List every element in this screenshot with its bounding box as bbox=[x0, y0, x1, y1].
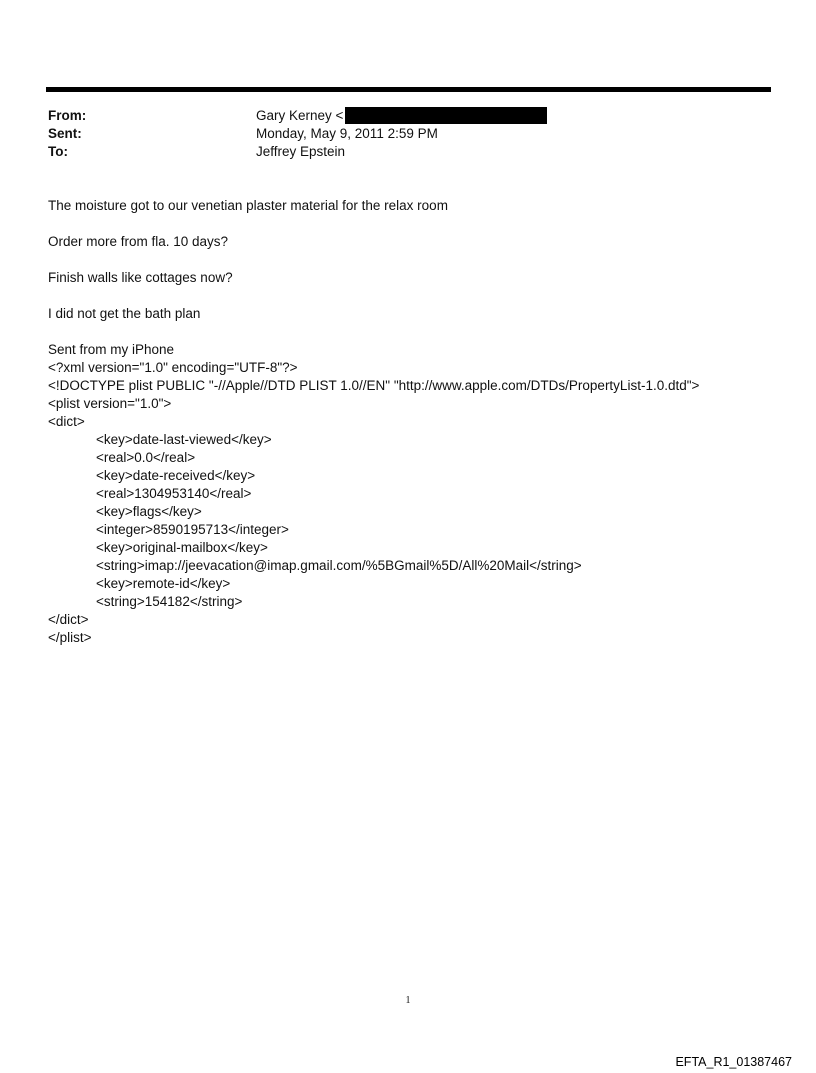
body-paragraph: I did not get the bath plan bbox=[48, 306, 201, 321]
signature-line: Sent from my iPhone bbox=[48, 342, 175, 357]
xml-line: <string>154182</string> bbox=[96, 594, 243, 609]
sent-row bbox=[48, 125, 748, 143]
bates-number: EFTA_R1_01387467 bbox=[675, 1055, 792, 1069]
xml-line: <!DOCTYPE plist PUBLIC "-//Apple//DTD PLIST 1.0//EN" "http://www.apple.com/DTDs/PropertyList-1.0.dtd"> bbox=[48, 378, 700, 393]
xml-line: <key>date-received</key> bbox=[96, 468, 256, 483]
xml-line: <plist version="1.0"> bbox=[48, 396, 172, 411]
body-paragraph: Order more from fla. 10 days? bbox=[48, 234, 229, 249]
xml-line: <key>remote-id</key> bbox=[96, 576, 231, 591]
xml-block bbox=[48, 359, 788, 647]
xml-line: <key>flags</key> bbox=[96, 504, 202, 519]
body-paragraph: The moisture got to our venetian plaster material for the relax room bbox=[48, 198, 448, 213]
email-body bbox=[48, 197, 788, 647]
header-divider bbox=[46, 87, 771, 92]
xml-line: <key>original-mailbox</key> bbox=[96, 540, 268, 555]
to-label: To: bbox=[48, 144, 68, 159]
xml-line: <integer>8590195713</integer> bbox=[96, 522, 289, 537]
xml-line: <?xml version="1.0" encoding="UTF-8"?> bbox=[48, 360, 298, 375]
from-label: From: bbox=[48, 108, 87, 123]
redaction-box bbox=[345, 107, 547, 124]
xml-line: <dict> bbox=[48, 414, 85, 429]
sent-value: Monday, May 9, 2011 2:59 PM bbox=[256, 126, 438, 141]
to-value: Jeffrey Epstein bbox=[256, 144, 346, 159]
xml-line: <string>imap://jeevacation@imap.gmail.com/%5BGmail%5D/All%20Mail</string> bbox=[96, 558, 582, 573]
sent-label: Sent: bbox=[48, 126, 82, 141]
sender-name: Gary Kerney < bbox=[256, 108, 344, 123]
to-row bbox=[48, 143, 748, 161]
email-header bbox=[48, 107, 748, 161]
xml-line: </dict> bbox=[48, 612, 89, 627]
page-number: 1 bbox=[405, 995, 411, 1006]
xml-line: </plist> bbox=[48, 630, 92, 645]
xml-line: <real>1304953140</real> bbox=[96, 486, 252, 501]
body-paragraph: Finish walls like cottages now? bbox=[48, 270, 233, 285]
xml-line: <real>0.0</real> bbox=[96, 450, 196, 465]
from-value bbox=[256, 107, 547, 125]
xml-line: <key>date-last-viewed</key> bbox=[96, 432, 272, 447]
from-row bbox=[48, 107, 748, 125]
